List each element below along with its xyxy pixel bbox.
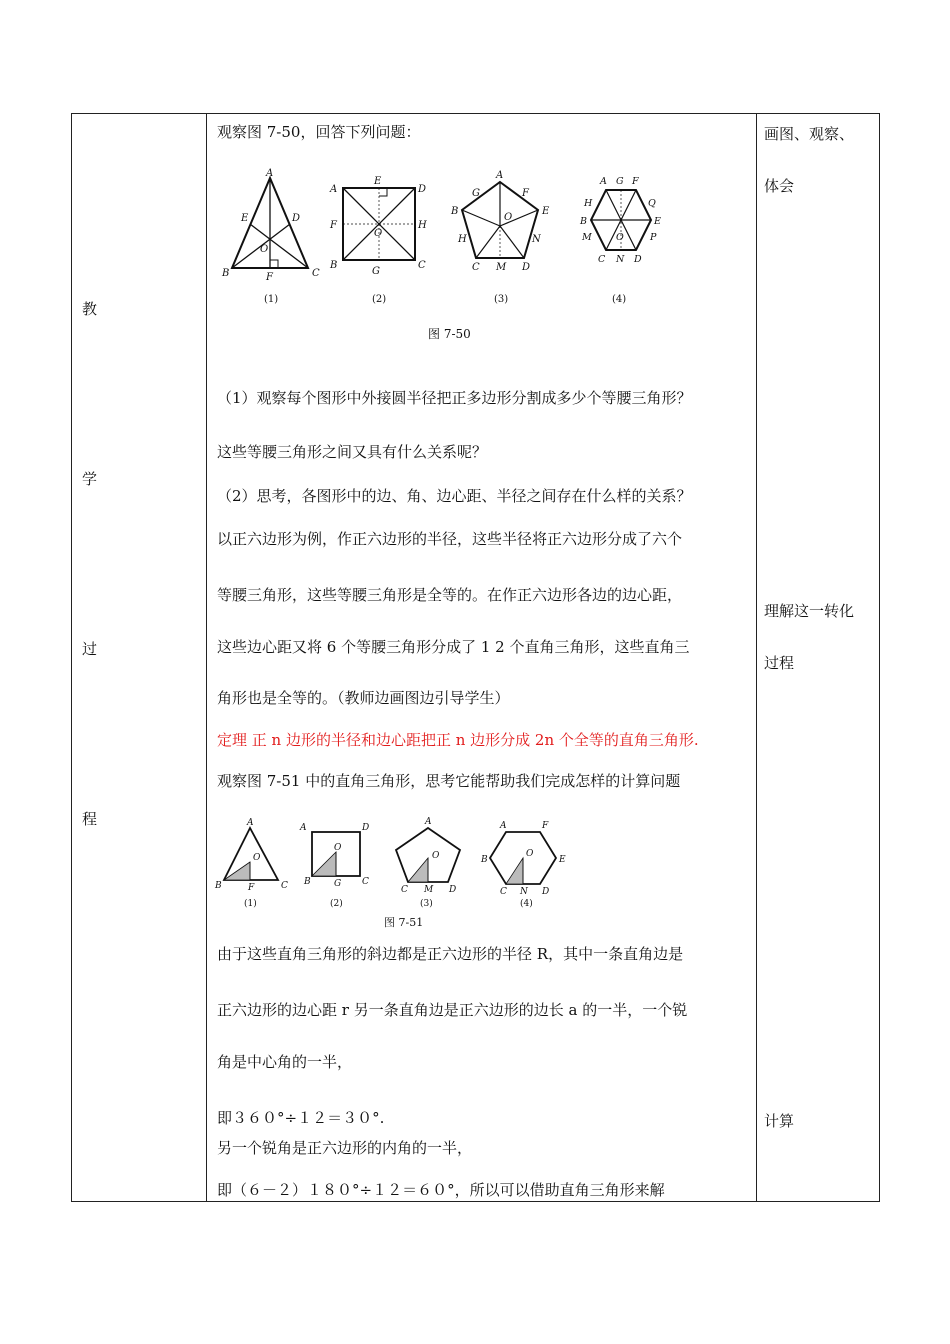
fig-label: E [374, 176, 382, 187]
fig-label: F [632, 176, 639, 187]
fig-label: M [582, 232, 592, 243]
activity-column [758, 114, 881, 1201]
fig-label: H [458, 234, 467, 245]
reason-line: 即３６０°÷１２＝３０°. [217, 1109, 385, 1127]
fig-label: G [472, 188, 480, 199]
lesson-table [71, 113, 880, 1202]
fig-label: C [500, 887, 507, 897]
para-line: 以正六边形为例，作正六边形的半径，这些半径将正六边形分成了六个 [217, 530, 683, 548]
fig-label: A [330, 184, 338, 195]
fig-label: Q [648, 198, 656, 209]
fig-label: O [374, 228, 383, 239]
fig-label: F [542, 821, 549, 831]
fig-label: M [424, 885, 434, 895]
fig-label: C [281, 881, 288, 891]
question-1a: （1）观察每个图形中外接圆半径把正多边形分割成多少个等腰三角形？ [217, 389, 692, 407]
question-2: （2）思考，各图形中的边、角、边心距、半径之间存在什么样的关系？ [217, 487, 692, 505]
fig-label: B [222, 268, 230, 279]
fig-label: E [542, 206, 550, 217]
fig-label: M [496, 262, 507, 273]
fig-label: O [432, 851, 440, 861]
content-column [208, 114, 756, 1201]
intro-text: 观察图 7-50，回答下列问题： [217, 123, 421, 141]
reason-line: 另一个锐角是正六边形的内角的一半， [217, 1139, 473, 1157]
fig-label: B [451, 206, 459, 217]
fig-label: O [260, 244, 269, 255]
fig-label: E [241, 213, 249, 224]
fig-label: D [542, 887, 550, 897]
activity-text: 理解这一转化 [764, 602, 855, 620]
fig-label: G [334, 879, 342, 889]
fig-label: C [418, 260, 426, 271]
fig-label: O [616, 232, 624, 243]
fig-label: N [616, 254, 625, 265]
fig-label: B [580, 216, 587, 227]
fig-label: F [330, 220, 337, 231]
fig-label: O [334, 843, 342, 853]
sub-caption: (4) [612, 294, 627, 305]
fig-label: D [634, 254, 642, 265]
fig-label: O [253, 853, 261, 863]
fig-label: A [300, 823, 307, 833]
fig-label: G [372, 266, 380, 277]
fig-label: B [330, 260, 338, 271]
sub-caption: (1) [244, 899, 257, 909]
fig-label: A [500, 821, 507, 831]
fig-label: C [362, 877, 369, 887]
fig-label: G [616, 176, 624, 187]
fig-label: A [425, 817, 432, 827]
para-line: 等腰三角形，这些等腰三角形是全等的。在作正六边形各边的边心距， [217, 586, 683, 604]
theorem-text: 定理 正 n 边形的半径和边心距把正 n 边形分成 2n 个全等的直角三角形. [217, 731, 699, 749]
fig-label: B [215, 881, 222, 891]
stage-char: 教 [82, 300, 98, 318]
sub-caption: (1) [264, 294, 279, 305]
activity-text: 计算 [764, 1112, 795, 1130]
fig-label: A [600, 176, 607, 187]
sub-caption: (2) [372, 294, 387, 305]
fig50-square [343, 188, 415, 260]
para-line: 角形也是全等的。（教师边画图边引导学生） [217, 689, 510, 707]
stage-char: 学 [82, 470, 98, 488]
reason-line: 即（６－２）１８０°÷１２＝６０°，所以可以借助直角三角形来解 [217, 1181, 665, 1199]
question-1b: 这些等腰三角形之间又具有什么关系呢？ [217, 443, 488, 461]
fig-label: F [266, 272, 273, 283]
fig-label: N [520, 887, 528, 897]
fig-label: P [650, 232, 657, 243]
fig-label: O [526, 849, 534, 859]
fig-label: H [418, 220, 427, 231]
activity-text: 过程 [764, 654, 795, 672]
fig-label: D [362, 823, 370, 833]
figure-7-50 [208, 164, 756, 404]
fig-label: F [522, 188, 529, 199]
fig-label: B [304, 877, 311, 887]
fig-label: O [504, 212, 513, 223]
fig-label: E [654, 216, 661, 227]
column-divider [756, 114, 757, 1201]
figure-caption: 图 7-50 [428, 327, 471, 341]
reason-line: 角是中心角的一半， [217, 1053, 353, 1071]
fig-label: D [522, 262, 531, 273]
figure-caption: 图 7-51 [384, 916, 424, 929]
column-divider [206, 114, 207, 1201]
fig-label: N [532, 234, 541, 245]
fig-label: C [312, 268, 320, 279]
fig-label: A [266, 168, 274, 179]
fig-label: C [598, 254, 606, 265]
fig-label: C [401, 885, 408, 895]
fig-label: F [248, 883, 255, 893]
fig-label: H [584, 198, 593, 209]
reason-line: 由于这些直角三角形的斜边都是正六边形的半径 R，其中一条直角边是 [217, 945, 684, 963]
sub-caption: (3) [494, 294, 509, 305]
fig-label: B [481, 855, 488, 865]
stage-char: 程 [82, 810, 98, 828]
stage-column [72, 114, 206, 1201]
fig-label: A [247, 818, 254, 828]
sub-caption: (3) [420, 899, 433, 909]
activity-text: 画图、观察、 [764, 125, 855, 143]
fig-label: D [292, 213, 301, 224]
sub-caption: (4) [520, 899, 533, 909]
stage-char: 过 [82, 640, 98, 658]
fig-label: E [559, 855, 566, 865]
para-line: 这些边心距又将 6 个等腰三角形分成了 1 2 个直角三角形，这些直角三 [217, 638, 690, 656]
fig-label: A [496, 170, 504, 181]
sub-caption: (2) [330, 899, 343, 909]
fig-label: D [418, 184, 427, 195]
fig-label: D [449, 885, 457, 895]
reason-line: 正六边形的边心距 r 另一条直角边是正六边形的边长 a 的一半，一个锐 [217, 1001, 688, 1019]
activity-text: 体会 [764, 177, 795, 195]
fig-label: C [472, 262, 480, 273]
figure-7-51 [208, 814, 756, 939]
observe-text: 观察图 7-51 中的直角三角形，思考它能帮助我们完成怎样的计算问题 [217, 772, 681, 790]
